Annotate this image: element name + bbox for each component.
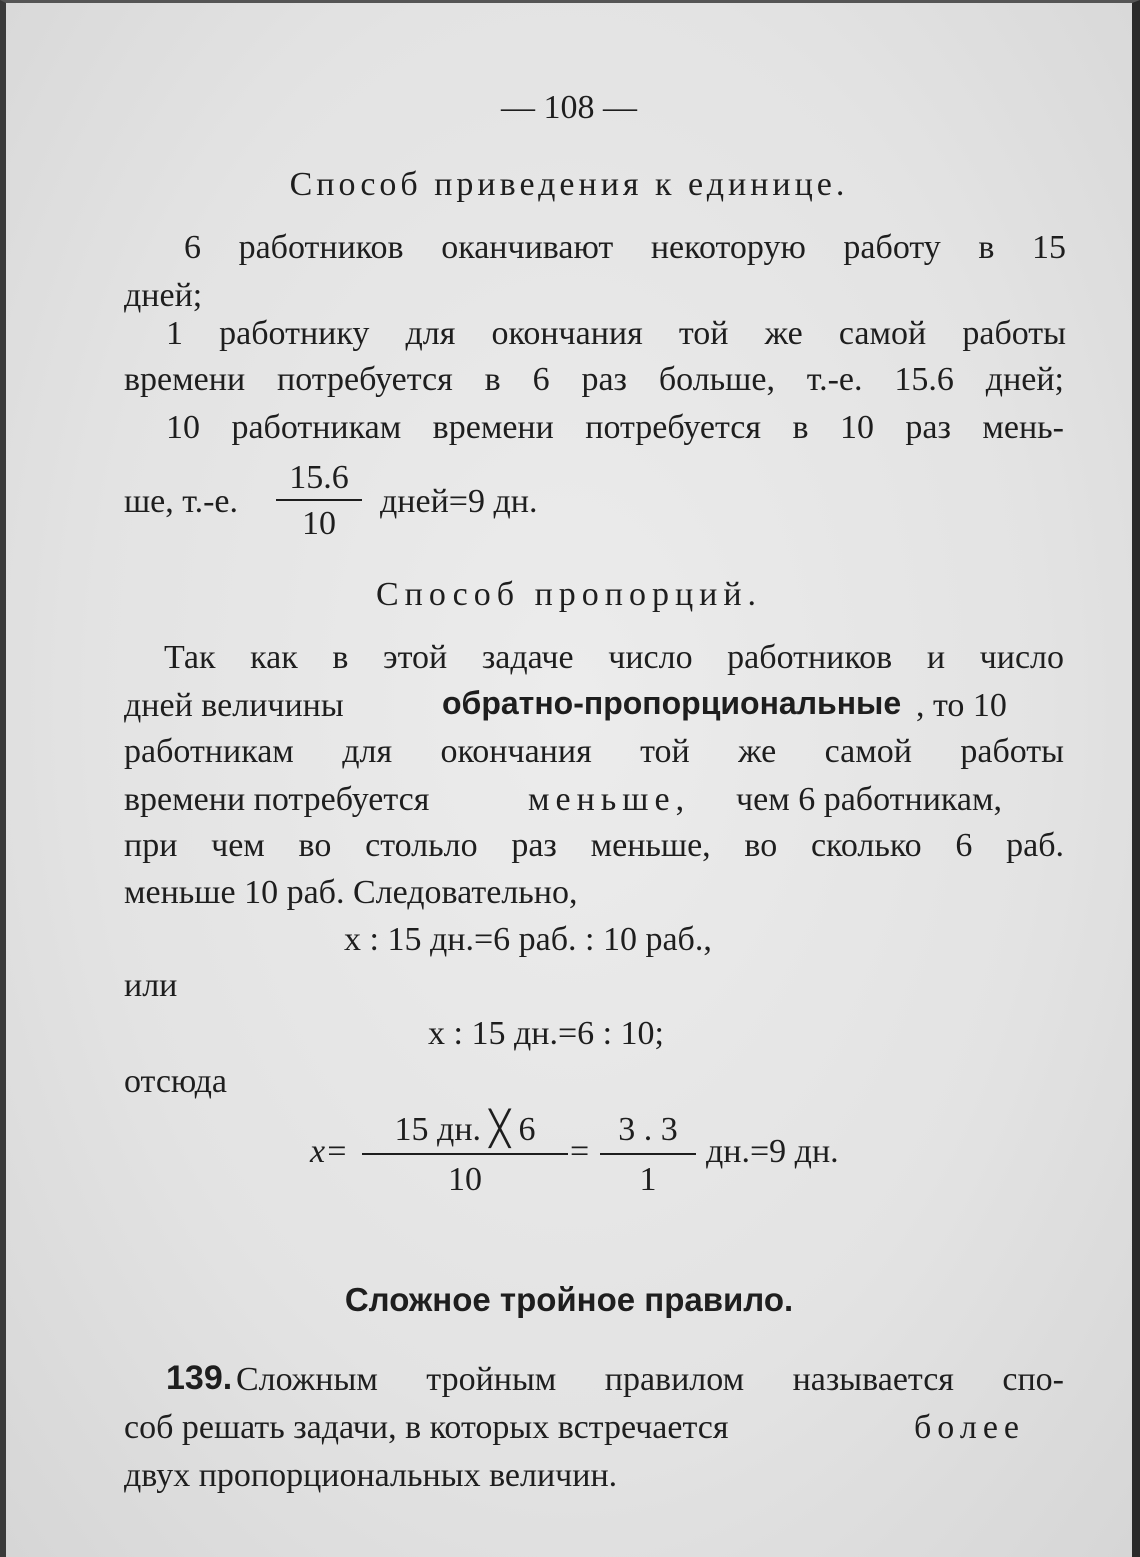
spaced-word: более (914, 1409, 1025, 1446)
fraction-numerator: 3 . 3 (618, 1111, 678, 1148)
section-heading-compound-rule: Сложное тройное правило. (344, 1281, 794, 1318)
text-line: времени потребуется в 6 раз больше, т.-е. 15.6 дней; (124, 361, 1064, 398)
fraction-numerator: 15.6 (289, 459, 349, 496)
fraction-denominator: 10 (276, 499, 362, 541)
bold-term: обратно-пропорциональные (442, 685, 902, 721)
text-line: меньше 10 раб. Следовательно, (124, 874, 578, 911)
text-line: дней=9 дн. (380, 483, 538, 520)
fraction (276, 461, 362, 541)
text-line: двух пропорциональных величин. (124, 1457, 618, 1494)
text-line: дней величины (124, 687, 344, 724)
spaced-word: меньше, (528, 781, 691, 818)
text-line: времени потребуется (124, 781, 430, 818)
equation-1: x : 15 дн.=6 раб. : 10 раб., (344, 921, 712, 958)
text-line: 1 работнику для окончания той же самой работы (166, 315, 1066, 352)
text-line: чем 6 работникам, (736, 781, 1003, 818)
text-line: , то 10 (916, 687, 1007, 724)
equation-3-equals: = (570, 1133, 590, 1170)
text-line: Так как в этой задаче число работников и число (164, 639, 1064, 676)
text-line: или (124, 967, 178, 1004)
text-line: 10 работникам времени потребуется в 10 раз мень- (166, 409, 1064, 446)
text-line: Сложным тройным правилом называется спо- (236, 1361, 1064, 1398)
equation-2: x : 15 дн.=6 : 10; (428, 1015, 665, 1052)
fraction (362, 1113, 568, 1197)
equation-3-lhs: x= (310, 1133, 349, 1170)
text-line: дней; (124, 277, 203, 314)
section-heading-proportion-method: Способ пропорций. (375, 576, 763, 613)
fraction-denominator: 10 (362, 1153, 568, 1197)
text-line: ше, т.-е. (124, 483, 238, 520)
fraction-denominator: 1 (600, 1153, 696, 1197)
paragraph-number: 139. (166, 1359, 233, 1397)
text-line: 6 работников оканчивают некоторую работу в 15 (184, 229, 1066, 266)
equation-3-result: дн.=9 дн. (706, 1133, 839, 1170)
text-line: при чем во стольло раз меньше, во сколько 6 раб. (124, 827, 1064, 864)
text-line: работникам для окончания той же самой работы (124, 733, 1064, 770)
section-heading-unit-method: Способ приведения к единице. (289, 166, 849, 203)
page-number: — 108 — (501, 89, 637, 126)
text-line: соб решать задачи, в которых встречается (124, 1409, 729, 1446)
fraction-numerator: 15 дн. ╳ 6 (394, 1111, 536, 1148)
fraction (600, 1113, 696, 1197)
text-line: отсюда (124, 1063, 227, 1100)
